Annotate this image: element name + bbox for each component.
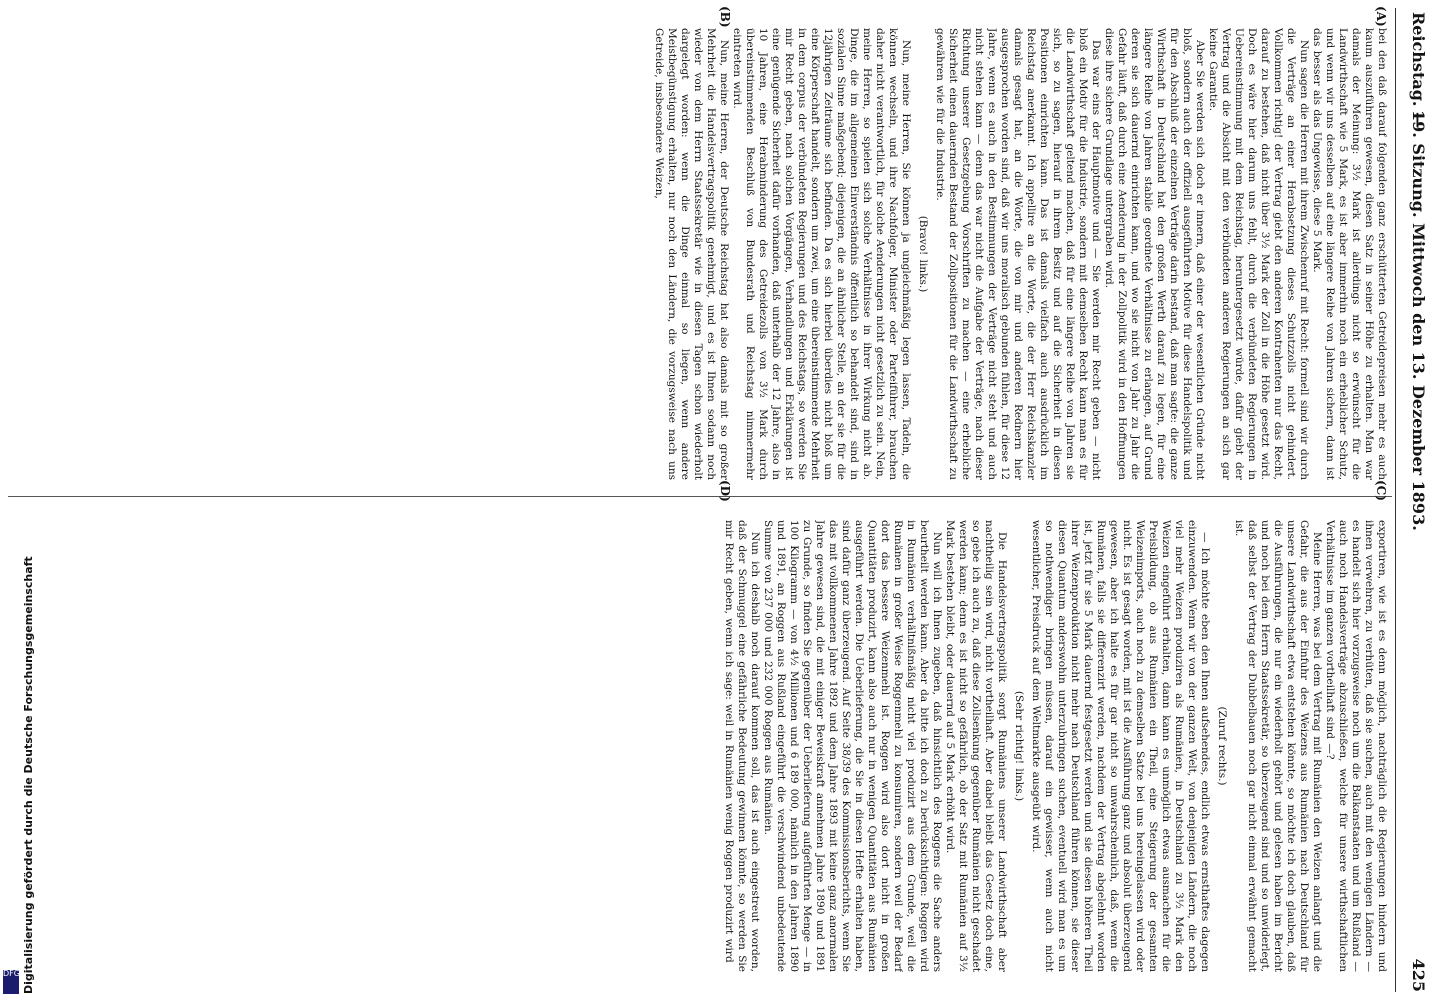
left-column xyxy=(4,28,1388,480)
paragraph: Das war eins der Hauptmotive und — Sie werden mir Recht geben — nicht bloß ein Motiv für die Industrie, sondern mit demselben Recht kann man es für die Landwirthschaft geltend machen, daß für eine längere Reihe von Jahren sie sich, so zu sagen, hierauf in ihrem Besitz und auf die Sicherheit in diesen Positionen einrichten kann. Das ist damals vielfach auch ausdrücklich im Reichstag anerkannt. Ich appellire an die Worte, die der Herr Reichskanzler damals gesagt hat, an die Worte, die von mir und anderen Rednern hier ausgesprochen worden sind, daß wir uns moralisch gebunden fühlen, für diese 12 Jahre, wenn es auch in den Bestimmungen der Verträge nicht steht und auch nicht stehen kann — denn das war nicht die Aufgabe der Verträge, nach dieser Richtung unserer Gesetzgebung Vorschriften zu machen — eine erhebliche Sicherheit einen dauernden Bestand der Zollpositionen für die Landwirthschaft zu gewähren wie für die Industrie. xyxy=(934,28,1102,480)
right-column xyxy=(4,520,1388,972)
running-header xyxy=(1398,0,1428,1000)
paragraph: Nun, meine Herren, Sie können ja ungleichmäßig legen lassen, Tadeln, die können wechseln, und ihre Nachfolger, Minister oder Parteiführer, brauchen daher nicht verantwortlich, für solche Aenderungen nicht gesetzlich zu sein. Nein, meine Herren, so spielen sich solche Verhältnisse in ihrer Wirkung nicht ab. Dinge, die im allgemeinen Einverständnis öffentlich so behandelt sind, sind in sozialen Sinne maßgebend; diejenigen, die an ähnlicher Stelle, an der sie für die 12jährigen Zeiträume sich befinden. Da es sich hierbei überdies nicht bloß um eine Körperschaft handelt, sondern um zwei, um eine übereinstimmende Mehrheit in dem corpus der verbündeten Regierungen und des Reichstags, so werden Sie mir Recht geben, nach solchen Vorgängen, Verhandlungen und Erklärungen ist eine genügende Sicherheit dafür vorhanden, daß unterhalb der 12 Jahre, also in 10 Jahren, eine Herabminderung des Getreidezolls von 3½ Mark durch übereinstimmenden Beschluß von Bundesrath und Reichstag nimmermehr eintreten wird. xyxy=(731,28,912,480)
interjection: (Bravo! links.) xyxy=(917,215,929,293)
paragraph: Die Handelsvertragspolitik sorgt Rumäniens unserer Landwirthschaft aber nachtheilig sein wird, nicht vortheilhaft. Aber dabei bleibt das Gesetz doch eine, so gebe ich auch zu, daß diese Zollsenkung gegenüber Rumänien nicht geschadet werden kann; denn es ist nicht so gefährlich, ob der Satz mit Rumänien auf 3½ Mark bestehen bleibt, oder dauernd auf 5 Mark erhöht wird. xyxy=(944,520,1008,972)
paragraph: Nun, meine Herren, der Deutsche Reichstag hat also damals mit so großer Mehrheit die Handelsvertragspolitik genehmigt, und es ist Ihnen sodann noch wieder von dem Herrn Staatssekretär wie in diesen Tagen schon wiederholt dargelegt worden: wenn die Dinge einmal so liegen, wenn andere Meistbegünstigung erhalten, nur noch den Ländern, die vorzugsweise nach uns Getreide, insbesondere Weizen, xyxy=(653,28,730,480)
interjection: (Zuruf rechts.) xyxy=(1216,706,1228,786)
paragraph: Nun sagen die Herren mit ihrem Zwischenruf mit Recht: formell sind wir durch die Verträge an einer Herabsetzung dieses Schutzzolls nicht gehindert. Vollkommen richtig! der Vertrag giebt den anderen Kontrahenten nur das Recht, darauf zu bestehen, daß nicht über 3½ Mark der Zoll in die Höhe gesetzt wird. Doch es wäre hier darum uns fehlt, durch die verbündeten Regierungen in Uebereinstimmung mit dem Reichstag, heruntergesetzt würde, dafür giebt der Vertrag und die Absicht mit den verbündeten anderen Regierungen an sich gar keine Garantie. xyxy=(1207,28,1310,480)
paragraph: bei den daß darauf folgenden ganz erschütterten Getreidepreisen mehr es auch kaum auszuführen gewesen, diesen Satz in seiner Höhe zu erhalten. Man war damals der Meinung: 3½ Mark ist allerdings nicht so erwünscht für die Landwirthschaft wie 5 Mark, es ist aber immerhin noch ein erheblicher Schutz, und wenn wir uns desselben auf eine längere Reihe von Jahren sichern, dann ist das besser als das Ungewisse, diese 5 Mark. xyxy=(1311,28,1388,480)
margin-marker-b: (B) xyxy=(718,6,732,28)
paragraph: Nun ich deshalb noch darauf kommen soll, das ist auch eingestreut worden, daß der Schmuggel eine gefährliche Bedeutung gewinnen könnte, so werden Sie mir Recht geben, wenn ich sage: weil in Rumänien wenig Roggen produzirt wird xyxy=(723,520,761,972)
page-number: 425 xyxy=(1409,958,1428,992)
interjection: (Sehr richtig! links.) xyxy=(1013,690,1025,802)
paragraph: Aber Sie werden sich doch er innern, daß einer der wesentlichen Gründe nicht bloß, sondern auch der offiziell ausgeführten Motive für diese Handelspolitik und für den Abschluß der einzelnen Verträge darin bestand, daß man sagte: die ganze Wirthschaft in Deutschland hat den großen Werth darauf zu legen, für eine längere Reihe von Jahren stabile geordnete Verhältnisse zu erlangen, auf Grund deren sie sich dauernd einrichten kann, und wo sie nicht von Jahr zu Jahr die Gefahr läuft, daß durch eine Aenderung in der Zollpolitik wird in den Hoffnungen diese ihre sichere Grundlage untergraben wird. xyxy=(1103,28,1206,480)
dfg-logo: DFG xyxy=(3,970,19,994)
paragraph: exportiren, wie ist es denn möglich, nachträglich die Regierungen hindern und ihnen verwehren, zu verhüten, daß sie suchen, auch mit den wenigen Ländern — es handelt sich hier vorzugsweise noch um die Balkanstaaten und um Rußland — auch noch Handelsverträge abzuschließen, welche für unsere wirthschaftlichen Verhältnisse im ganzen vortheilhaft sind —? xyxy=(1324,520,1388,972)
column-divider xyxy=(8,496,1392,497)
margin-marker-d: (D) xyxy=(718,480,732,502)
margin-marker-c: (C) xyxy=(1374,480,1388,501)
header-rule xyxy=(1395,8,1396,992)
paragraph: Meine Herren, was bei dem Vertrag mit Rumänien den Weizen anlangt und die Gefahr, die aus der Einfuhr des Weizens aus Rumänien nach Deutschland für unsere Landwirthschaft etwa entstehen könnte, so möchte ich doch glauben, daß die Ausführungen, die nur ein wiederholt gehört und gelesen haben im Bericht und noch bei dem Herrn Staatssekretär, so überzeugend sind und so unwiderlegt, daß selbst der Vertrag der Dubbelbauen noch gar nicht einmal erwähnt gemacht ist. xyxy=(1233,520,1323,972)
margin-marker-a: (A) xyxy=(1374,6,1388,27)
header-left: Reichstag. — xyxy=(1409,12,1428,129)
digitization-credit xyxy=(2,556,35,1000)
paragraph: Nun will ich Ihnen zugeben, daß hinsichtlich des Roggens die Sache anders beurtheilt werden kann. Aber da bitte ich doch zu berücksichtigen: Roggen wird in Rumänien verhältnißmäßig nicht viel produzirt aus dem Grunde, weil die Rumänen in großer Weise Roggenmehl zu konsumiren, sondern weil der Bedarf dort das bessere Weizenmehl ist. Roggen wird also dort nicht in großen Quantitäten produzirt, kann also auch nur in wenigen Quantitäten aus Rumänien ausgeführt werden. Die Ueberlieferung, die Sie in diesen Hefte erhalten haben, sind dafür ganz überzeugend. Auf Seite 38/39 des Kommissionsberichts, wenn Sie das mit vollkommenen Jahre 1892 und dem Jahre 1893 mit keine ganz anormalen Jahre gewesen sind, die mit einiger Beweiskraft annehmen Jahre 1890 und 1891 zu Grunde, so finden Sie gegenüber der Ueberlieferung aufgeführten Menge — in 100 Kilogramm — von 4½ Millionen und 6 189 000, nämlich in den Jahren 1890 und 1891, an Roggen aus Rußland eingeführt die verschwindend unbedeutende Summe von 237 000 und 232 000 Roggen aus Rumänien. xyxy=(762,520,943,972)
header-title: 19. Sitzung. Mittwoch den 13. Dezember 1893. xyxy=(1409,110,1428,531)
digitization-credit-text: Digitalisierung gefördert durch die Deutsche Forschungsgemeinschaft xyxy=(22,556,35,994)
paragraph: — Ich möchte eben den Ihnen aufsehendes, endlich etwas ernsthaftes dagegen einzuwenden. Wenn wir von der ganzen Welt, von denjenigen Ländern, die noch viel mehr Weizen produziren als Rumänien, in Deutschland zu 3½ Mark den Weizen eingeführt erhalten, dann kann es unmöglich etwas ausmachen für die Preisbildung, ob aus Rumänien ein Theil, eine Steigerung der gesamten Weizenimports, auch noch zu demselben Satze bei uns hereingelassen wird oder nicht. Es ist gesagt worden, mit ist die Ausführung ganz und absolut überzeugend gewesen, aber ich halte es für gar nicht so unwahrscheinlich, daß, wenn die Rumänen, falls sie differenzirt werden, nachdem der Vertrag abgelehnt worden ist, jetzt für sie 5 Mark dauernd festgesetzt werden und sie diesen höheren Theil ihrer Weizenproduktion nicht mehr nach Deutschland führen können, sie dieser diesen Quantum anderswohin unterzubringen suchen, eventuell wird man es um so nothwendiger bringen müssen, darauf ein gewisser, wenn auch nicht wesentlicher, Preisdruck auf dem Weltmarkte ausgeübt wird. xyxy=(1030,520,1211,972)
